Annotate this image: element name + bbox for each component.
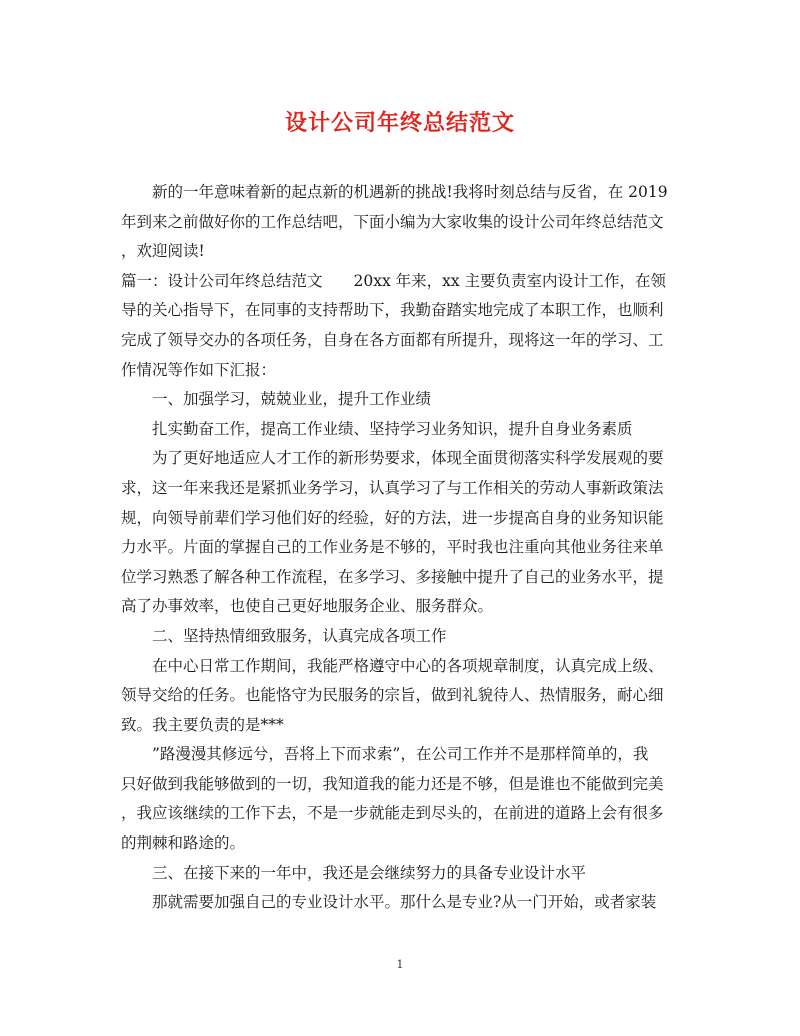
- page-number: 1: [396, 958, 404, 971]
- body-line: 完成了领导交办的各项任务，自身在各方面都有所提升，现将这一年的学习、工: [121, 330, 664, 349]
- body-line: ”路漫漫其修远兮，吾将上下而求索”，在公司工作并不是那样简单的，我: [152, 745, 649, 764]
- body-line: 位学习熟悉了解各种工作流程，在多学习、多接触中提升了自己的业务水平，提: [121, 567, 664, 586]
- body-line: 那就需要加强自己的专业设计水平。那什么是专业?从一门开始，或者家装: [152, 893, 657, 912]
- body-line: 力水平。片面的掌握自己的工作业务是不够的，平时我也注重向其他业务往来单: [121, 538, 664, 557]
- body-line: 篇一：设计公司年终总结范文 20xx 年来，xx 主要负责室内设计工作，在领: [121, 271, 667, 290]
- body-line: 年到来之前做好你的工作总结吧，下面小编为大家收集的设计公司年终总结范文: [121, 212, 664, 231]
- body-line: ，我应该继续的工作下去，不是一步就能走到尽头的，在前进的道路上会有很多: [121, 804, 664, 823]
- body-line: 高了办事效率，也使自己更好地服务企业、服务群众。: [121, 597, 494, 616]
- section-heading: 三、在接下来的一年中，我还是会继续努力的具备专业设计水平: [152, 863, 587, 882]
- body-line: 的荆棘和路途的。: [121, 834, 246, 853]
- body-line: 致。我主要负责的是***: [121, 715, 284, 734]
- body-line: 为了更好地适应人才工作的新形势要求，体现全面贯彻落实科学发展观的要: [152, 449, 664, 468]
- document-title: 设计公司年终总结范文: [284, 110, 515, 136]
- body-line: 导的关心指导下，在同事的支持帮助下，我勤奋踏实地完成了本职工作，也顺利: [121, 301, 664, 320]
- body-line: 新的一年意味着新的起点新的机遇新的挑战!我将时刻总结与反省，在 2019: [152, 183, 668, 201]
- body-line: 在中心日常工作期间，我能严格遵守中心的各项规章制度，认真完成上级、: [152, 656, 664, 675]
- body-line: 只好做到我能够做到的一切，我知道我的能力还是不够，但是谁也不能做到完美: [121, 774, 664, 793]
- document-body: [121, 178, 681, 918]
- body-line: 规，向领导前辈们学习他们好的经验，好的方法，进一步提高自身的业务知识能: [121, 508, 664, 527]
- body-line: 领导交给的任务。也能恪守为民服务的宗旨，做到礼貌待人、热情服务，耐心细: [121, 686, 664, 705]
- body-line: 作情况等作如下汇报：: [121, 360, 277, 379]
- section-heading: 二、坚持热情细致服务，认真完成各项工作: [152, 626, 447, 645]
- body-line: 扎实勤奋工作，提高工作业绩、坚持学习业务知识，提升自身业务素质: [152, 419, 633, 438]
- body-line: ，欢迎阅读!: [121, 242, 205, 261]
- body-line: 求，这一年来我还是紧抓业务学习，认真学习了与工作相关的劳动人事新政策法: [121, 478, 664, 497]
- section-heading: 一、加强学习，兢兢业业，提升工作业绩: [152, 390, 432, 409]
